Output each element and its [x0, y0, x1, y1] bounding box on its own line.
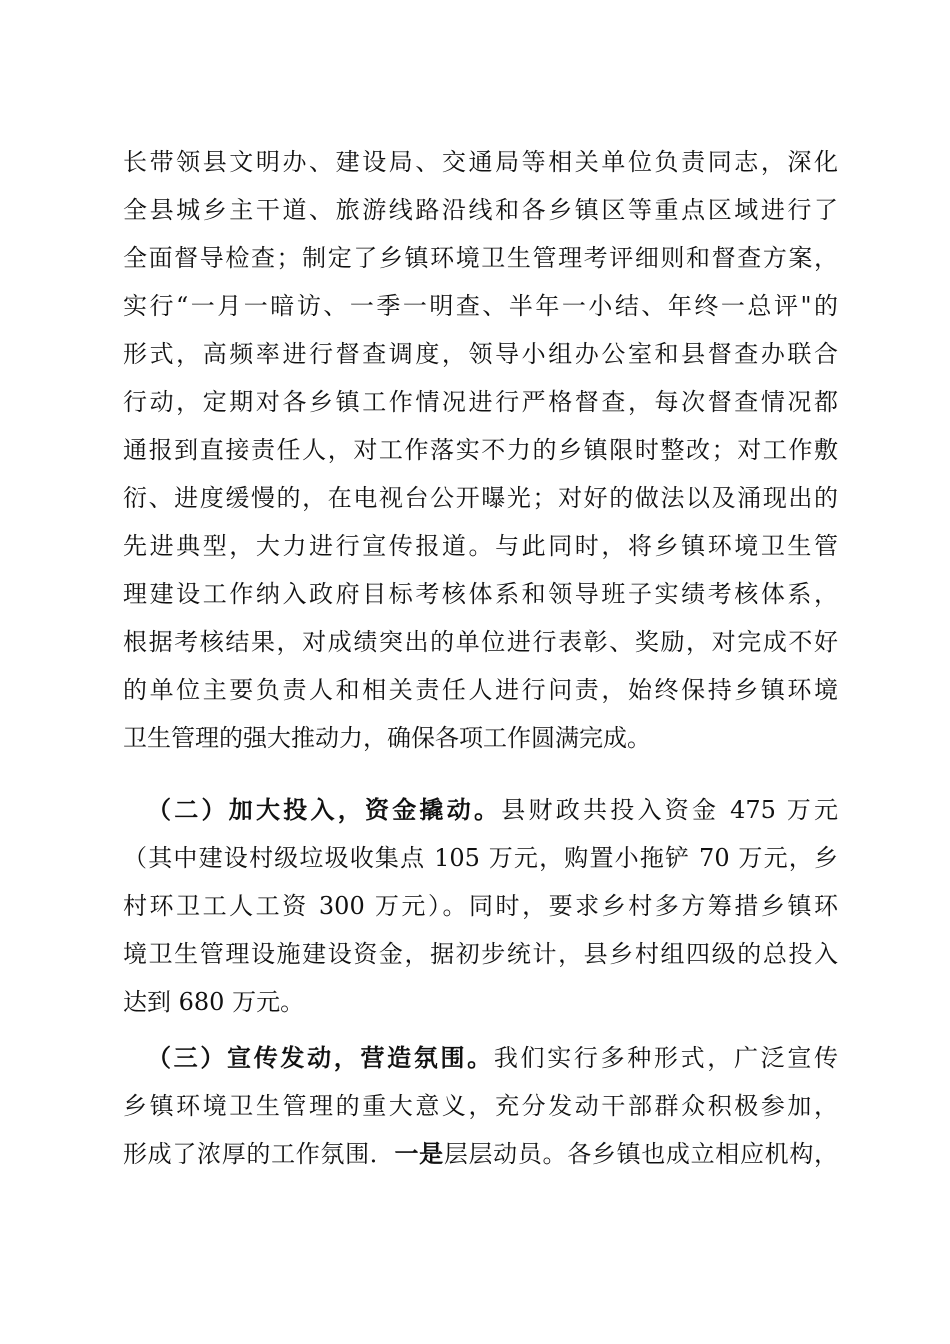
paragraph-line: 通报到直接责任人，对工作落实不力的乡镇限时整改；对工作敷	[123, 436, 838, 464]
section-3-first-line-text: 我们实行多种形式，广泛宣传	[493, 1044, 838, 1072]
paragraph-line: 形式，高频率进行督查调度，领导小组办公室和县督查办联合	[123, 340, 838, 368]
section-2-line: 村环卫工人工资 300 万元）。同时，要求乡村多方筹措乡镇环	[123, 892, 838, 920]
paragraph-line: 先进典型，大力进行宣传报道。与此同时，将乡镇环境卫生管	[123, 532, 838, 560]
paragraph-line: 实行“一月一暗访、一季一明查、半年一小结、年终一总评"的	[123, 292, 838, 320]
paragraph-line: 理建设工作纳入政府目标考核体系和领导班子实绩考核体系，	[123, 580, 838, 608]
paragraph-line: 衍、进度缓慢的，在电视台公开曝光；对好的做法以及涌现出的	[123, 484, 838, 512]
section-3-emphasis: 一是	[394, 1139, 444, 1168]
paragraph-line: 的单位主要负责人和相关责任人进行问责，始终保持乡镇环境	[123, 676, 838, 704]
paragraph-line: 卫生管理的强大推动力，确保各项工作圆满完成。	[123, 724, 651, 752]
section-2-line: 境卫生管理设施建设资金，据初步统计，县乡村组四级的总投入	[123, 940, 838, 968]
section-3-text: 层层动员。各乡镇也成立相应机构，	[443, 1140, 838, 1168]
paragraph-line: 全面督导检查；制定了乡镇环境卫生管理考评细则和督查方案，	[123, 244, 838, 272]
section-2-first-line-text: 县财政共投入资金 475 万元	[501, 796, 838, 824]
section-3-heading: （三）宣传发动，营造氛围。	[147, 1043, 494, 1072]
section-3-first-line	[147, 1038, 838, 1078]
section-2-heading: （二）加大投入，资金撬动。	[147, 795, 502, 824]
section-2-line: 达到 680 万元。	[123, 988, 305, 1016]
section-3-text: 形成了浓厚的工作氛围．	[123, 1140, 395, 1168]
section-3-line	[123, 1134, 838, 1174]
paragraph-line: 行动，定期对各乡镇工作情况进行严格督查，每次督查情况都	[123, 388, 838, 416]
section-2-line: （其中建设村级垃圾收集点 105 万元，购置小拖铲 70 万元，乡	[123, 844, 838, 872]
paragraph-line: 长带领县文明办、建设局、交通局等相关单位负责同志，深化	[123, 148, 838, 176]
section-3-line: 乡镇环境卫生管理的重大意义，充分发动干部群众积极参加，	[123, 1092, 838, 1120]
paragraph-line: 全县城乡主干道、旅游线路沿线和各乡镇区等重点区域进行了	[123, 196, 838, 224]
section-2-first-line	[147, 790, 838, 830]
paragraph-line: 根据考核结果，对成绩突出的单位进行表彰、奖励，对完成不好	[123, 628, 838, 656]
